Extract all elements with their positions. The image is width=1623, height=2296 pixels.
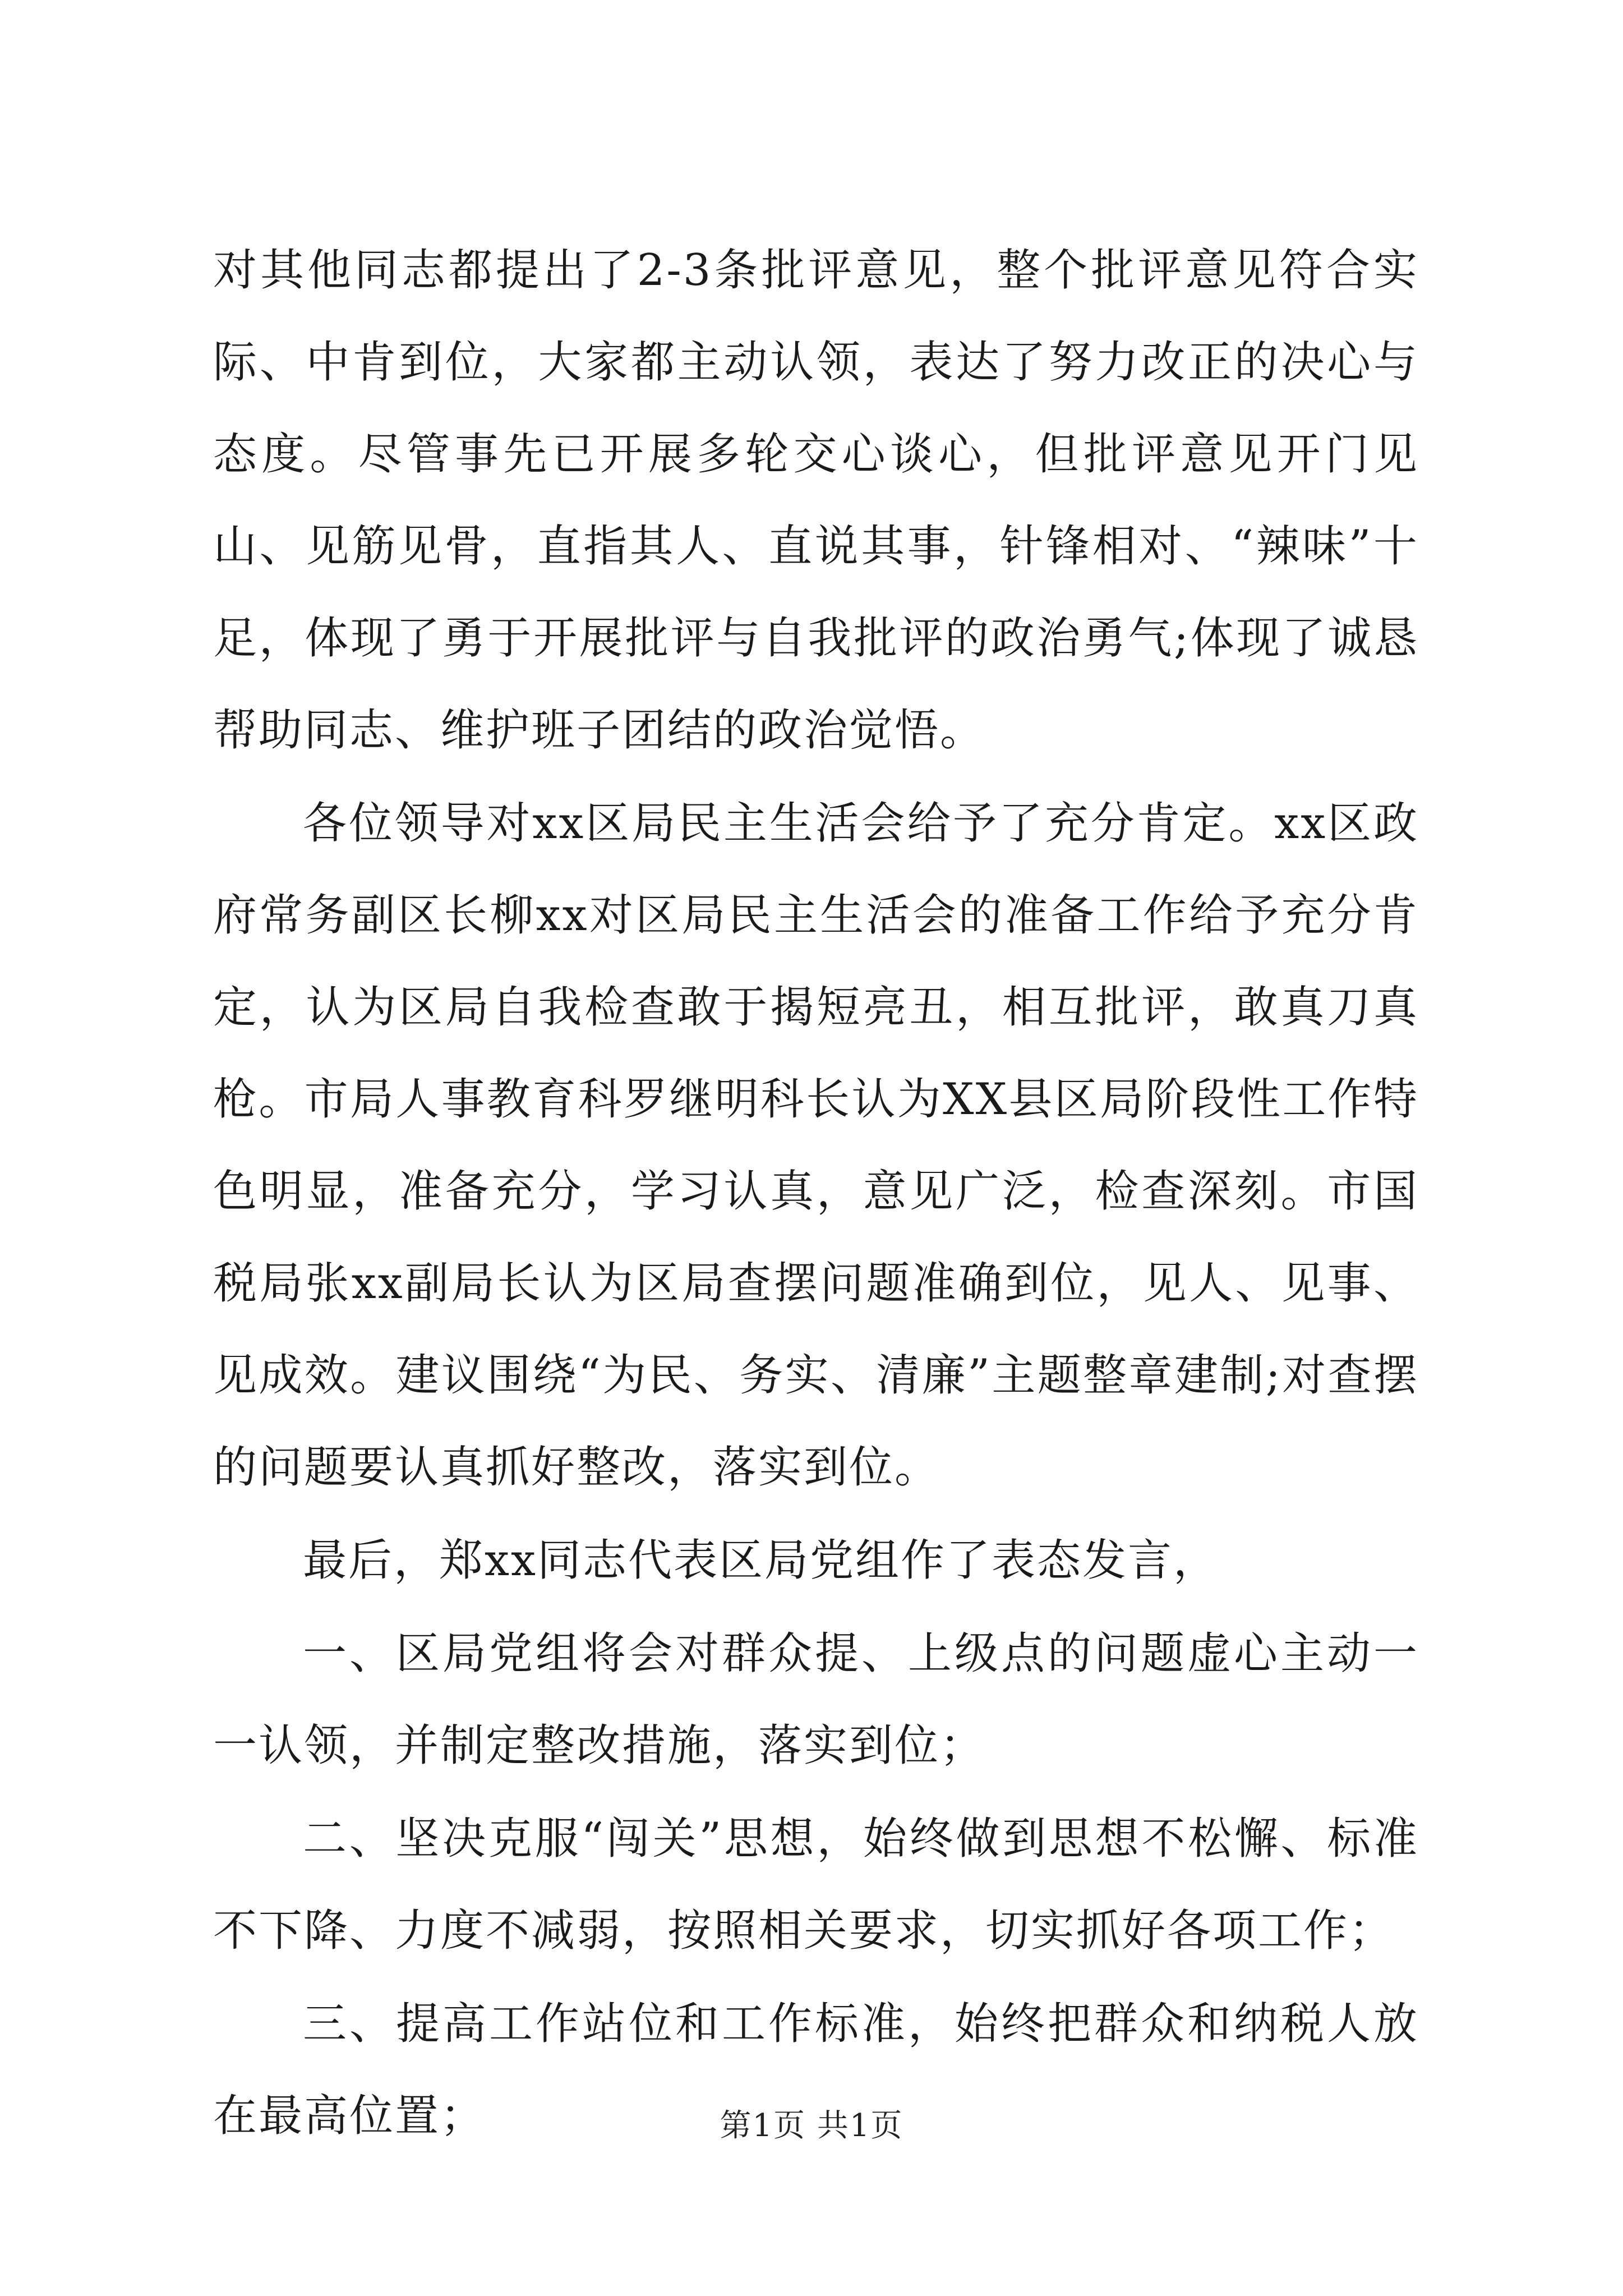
paragraph-continued: 对其他同志都提出了2-3条批评意见，整个批评意见符合实际、中肯到位，大家都主动认领，表达了努力改正的决心与态度。尽管事先已开展多轮交心谈心，但批评意见开门见山、见筋见骨，直指其人、直说其事，针锋相对、“辣味”十足，体现了勇于开展批评与自我批评的政治勇气;体现了诚恳帮助同志、维护班子团结的政治觉悟。 — [213, 245, 1419, 756]
paragraph-closing-statement: 最后，郑xx同志代表区局党组作了表态发言， — [303, 1535, 1219, 1586]
page-footer — [0, 2106, 1623, 2146]
document-body — [213, 224, 1419, 2163]
paragraph-leaders-assessment: 各位领导对xx区局民主生活会给予了充分肯定。xx区政府常务副区长柳xx对区局民主生活会的准备工作给予充分肯定，认为区局自我检查敢于揭短亮丑，相互批评，敢真刀真枪。市局人事教育科罗继明科长认为XX县区局阶段性工作特色明显，准备充分，学习认真，意见广泛，检查深刻。市国税局张xx副局长认为区局查摆问题准确到位，见人、见事、见成效。建议围绕“为民、务实、清廉”主题整章建制;对查摆的问题要认真抓好整改，落实到位。 — [213, 798, 1419, 1493]
paragraph-point-three: 三、提高工作站位和工作标准，始终把群众和纳税人放在最高位置； — [213, 1999, 1419, 2141]
paragraph-point-one: 一、区局党组将会对群众提、上级点的问题虚心主动一一认领，并制定整改措施，落实到位； — [213, 1628, 1419, 1771]
paragraph-point-two: 二、坚决克服“闯关”思想，始终做到思想不松懈、标准不下降、力度不减弱，按照相关要求，切实抓好各项工作； — [213, 1814, 1419, 1956]
page-number: 第1页 共1页 — [720, 2108, 903, 2144]
